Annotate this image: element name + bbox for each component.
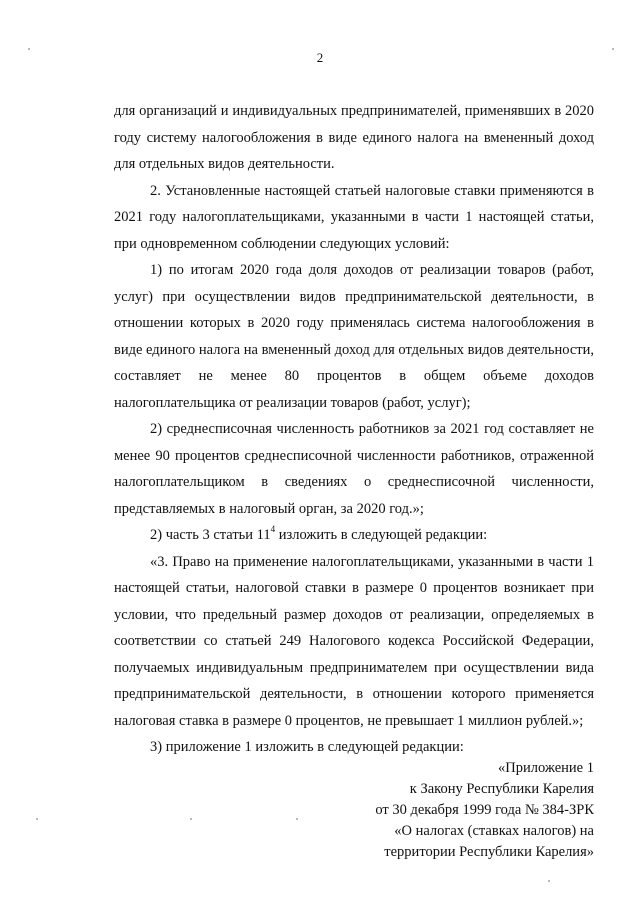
- document-body: [114, 98, 594, 761]
- appendix-line: к Закону Республики Карелия: [409, 781, 594, 797]
- scan-speck: [296, 818, 298, 820]
- scan-speck: [36, 818, 38, 820]
- scan-speck: [28, 48, 30, 50]
- page-number: 2: [316, 50, 324, 65]
- paragraph-condition-2: 2) среднесписочная численность работников за 2021 год составляет не менее 90 процентов среднесписочной численности работников, отраженной налогоплательщиком в сведениях о среднесписочной численности, представляемых в налоговый орган, за 2020 год.»;: [114, 421, 594, 517]
- appendix-line: территории Республики Карелия»: [384, 844, 594, 860]
- scan-speck: [612, 48, 614, 50]
- paragraph-amendment-article-11-4: [114, 522, 594, 549]
- appendix-header: [300, 758, 594, 863]
- amendment-superscript: 4: [270, 524, 276, 535]
- scan-speck: [190, 818, 192, 820]
- paragraph-new-part-3: «3. Право на применение налогоплательщиками, указанными в части 1 настоящей статьи, налоговой ставки в размере 0 процентов возникает при условии, что предельный размер доходов от реализации, определяемых в соответствии со статьей 249 Налогового кодекса Российской Федерации, получаемых индивидуальным предпринимателем при осуществлении вида предпринимательской деятельности, в отношении которого применяется налоговая ставка в размере 0 процентов, не превышает 1 миллион рублей.»;: [114, 553, 594, 729]
- amendment-text-before: 2) часть 3 статьи 11: [150, 527, 271, 543]
- amendment-text-after: изложить в следующей редакции:: [275, 527, 488, 543]
- paragraph-appendix-amendment: 3) приложение 1 изложить в следующей редакции:: [150, 739, 464, 755]
- paragraph-continuation: для организаций и индивидуальных предпринимателей, применявших в 2020 году систему налогообложения в виде единого налога на вмененный доход для отдельных видов деятельности.: [114, 103, 594, 172]
- paragraph-clause-2: 2. Установленные настоящей статьей налоговые ставки применяются в 2021 году налогоплательщиками, указанными в части 1 настоящей статьи, при одновременном соблюдении следующих условий:: [114, 182, 594, 252]
- appendix-line: «О налогах (ставках налогов) на: [394, 823, 594, 839]
- appendix-line: от 30 декабря 1999 года № 384-ЗРК: [375, 802, 594, 818]
- appendix-line: «Приложение 1: [498, 760, 594, 776]
- paragraph-condition-1: 1) по итогам 2020 года доля доходов от реализации товаров (работ, услуг) при осуществлении видов предпринимательской деятельности, в отношении которых в 2020 году применялась система налогообложения в виде единого налога на вмененный доход для отдельных видов деятельности, составляет не менее 80 процентов в общем объеме доходов налогоплательщика от реализации товаров (работ, услуг);: [114, 262, 594, 411]
- scan-speck: [548, 880, 550, 882]
